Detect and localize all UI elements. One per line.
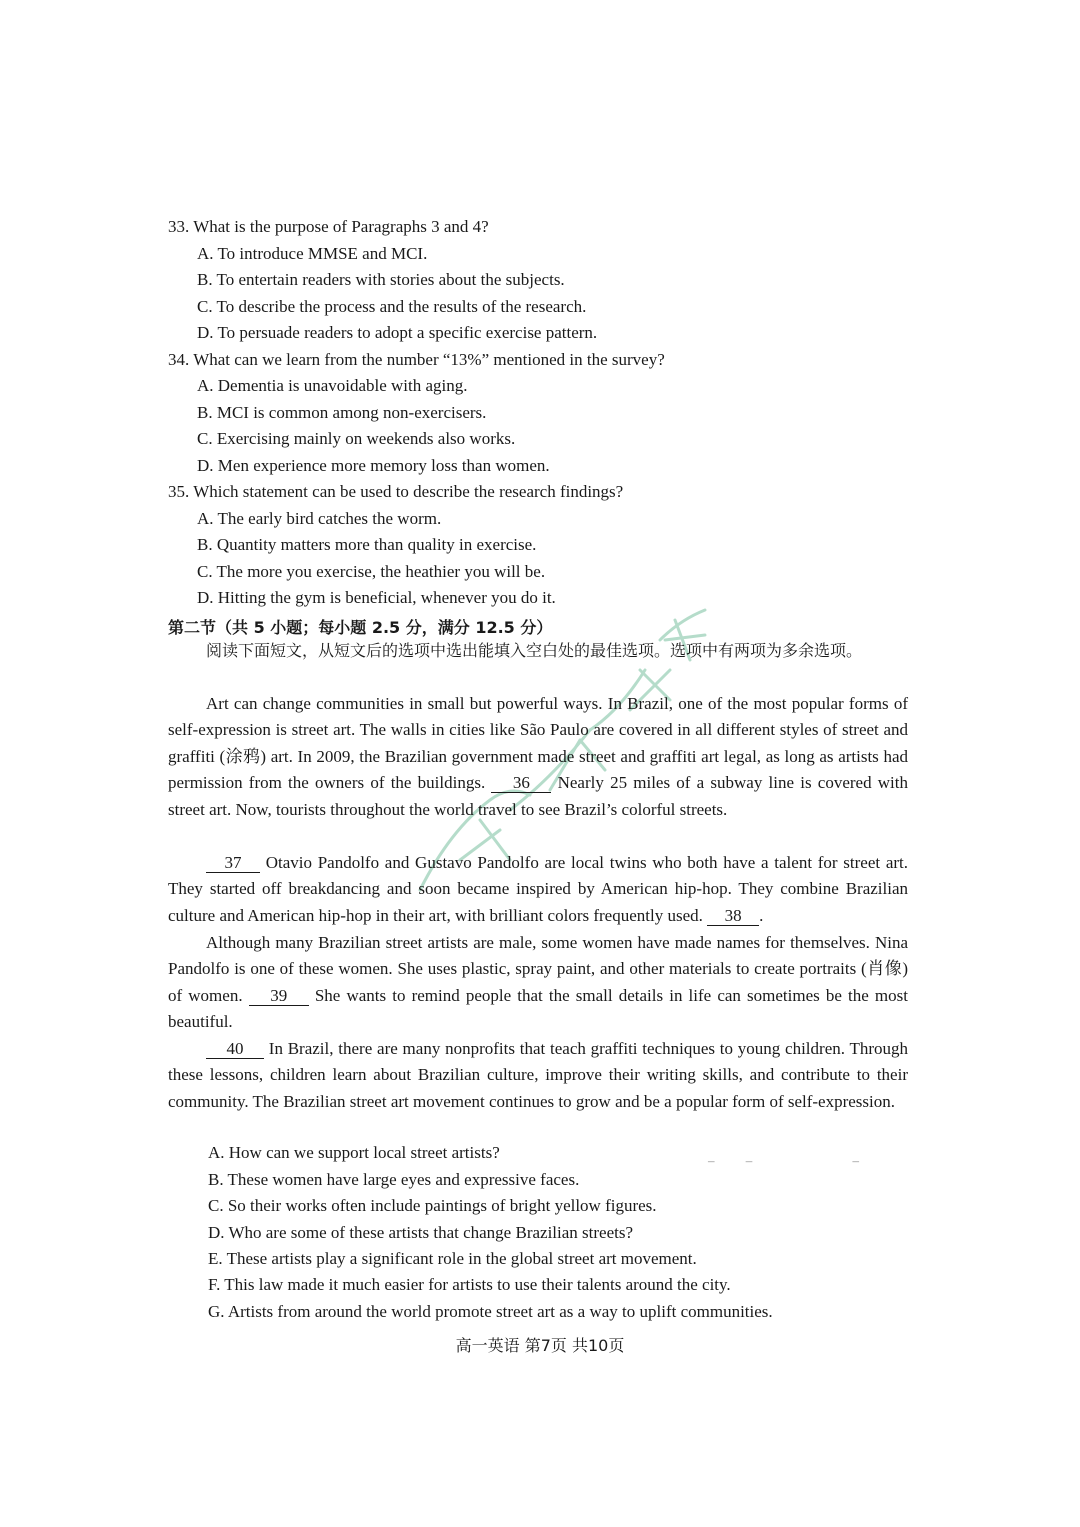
question-33-option-a: A. To introduce MMSE and MCI. (197, 244, 428, 263)
passage-text: In Brazil, there are many nonprofits that teach graffiti techniques to young children. Through these lessons, children learn about Brazilian culture, improve their writing skills, and contribute to their community. The Brazilian street art movement continues to grow and be a popular form of self-expression. (168, 1039, 908, 1111)
passage-paragraph-2 (168, 850, 908, 929)
question-35-option-a: A. The early bird catches the worm. (197, 509, 442, 528)
choice-c: C. So their works often include paintings of bright yellow figures. (208, 1196, 657, 1215)
question-33-option-b: B. To entertain readers with stories about the subjects. (197, 270, 565, 289)
question-35-option-d: D. Hitting the gym is beneficial, whenever you do it. (197, 588, 556, 607)
choice-g: G. Artists from around the world promote street art as a way to uplift communities. (208, 1302, 773, 1321)
passage-paragraph-1 (168, 691, 908, 823)
passage-text: Nearly 25 miles of a subway line is covered with street art. Now, tourists throughout the world travel to see Brazil’s colorful streets. (168, 773, 908, 819)
passage-text: Art can change communities in small but powerful ways. In Brazil, one of the most popular forms of self-expression is street art. The walls in cities like São Paulo are covered in all different styles of street and graffiti (涂鸦) art. In 2009, the Brazilian government made street and graffiti art legal, as long as artists had permission from the owners of the buildings. (168, 694, 908, 793)
scan-marks: – – – (708, 1153, 873, 1168)
blank-37: 37 (206, 854, 260, 873)
section-instruction: 阅读下面短文，从短文后的选项中选出能填入空白处的最佳选项。选项中有两项为多余选项。 (206, 641, 863, 660)
question-33-stem: 33. What is the purpose of Paragraphs 3 and 4? (168, 217, 489, 236)
question-35-stem: 35. Which statement can be used to describe the research findings? (168, 482, 624, 501)
page-footer: 高一英语 第7页 共10页 (455, 1336, 625, 1355)
choice-e: E. These artists play a significant role in the global street art movement. (208, 1249, 697, 1268)
passage-paragraph-3 (168, 930, 908, 1036)
question-35-option-b: B. Quantity matters more than quality in exercise. (197, 535, 537, 554)
question-34-option-b: B. MCI is common among non-exercisers. (197, 403, 487, 422)
question-34-option-d: D. Men experience more memory loss than women. (197, 456, 550, 475)
passage-paragraph-4 (168, 1036, 908, 1115)
blank-36: 36 (491, 774, 551, 793)
blank-40: 40 (206, 1040, 264, 1059)
blank-38: 38 (707, 907, 759, 926)
passage-text: . (759, 905, 764, 925)
blank-39: 39 (249, 987, 309, 1006)
choice-b: B. These women have large eyes and expressive faces. (208, 1170, 580, 1189)
choice-a: A. How can we support local street artists? (208, 1143, 500, 1162)
choice-d: D. Who are some of these artists that change Brazilian streets? (208, 1223, 634, 1242)
passage-text: Otavio Pandolfo and Gustavo Pandolfo are local twins who both have a talent for street art. They started off breakdancing and soon became inspired by American hip-hop. They combine Brazilian culture and American hip-hop in their art, with brilliant colors frequently used. (168, 853, 908, 925)
question-34-option-c: C. Exercising mainly on weekends also works. (197, 429, 516, 448)
question-34-stem: 34. What can we learn from the number “13%” mentioned in the survey? (168, 350, 665, 369)
passage-text: Although many Brazilian street artists are male, some women have made names for themselves. Nina Pandolfo is one of these women. She uses plastic, spray paint, and other materials to create portraits (肖像) of women. (168, 933, 908, 1005)
choice-f: F. This law made it much easier for artists to use their talents around the city. (208, 1275, 731, 1294)
question-33-option-c: C. To describe the process and the results of the research. (197, 297, 587, 316)
passage-text: She wants to remind people that the small details in life can sometimes be the most beautiful. (168, 985, 908, 1032)
question-34-option-a: A. Dementia is unavoidable with aging. (197, 376, 468, 395)
question-33-option-d: D. To persuade readers to adopt a specific exercise pattern. (197, 323, 598, 342)
question-35-option-c: C. The more you exercise, the heathier you will be. (197, 562, 546, 581)
section-heading: 第二节（共 5 小题；每小题 2.5 分，满分 12.5 分） (168, 618, 553, 637)
